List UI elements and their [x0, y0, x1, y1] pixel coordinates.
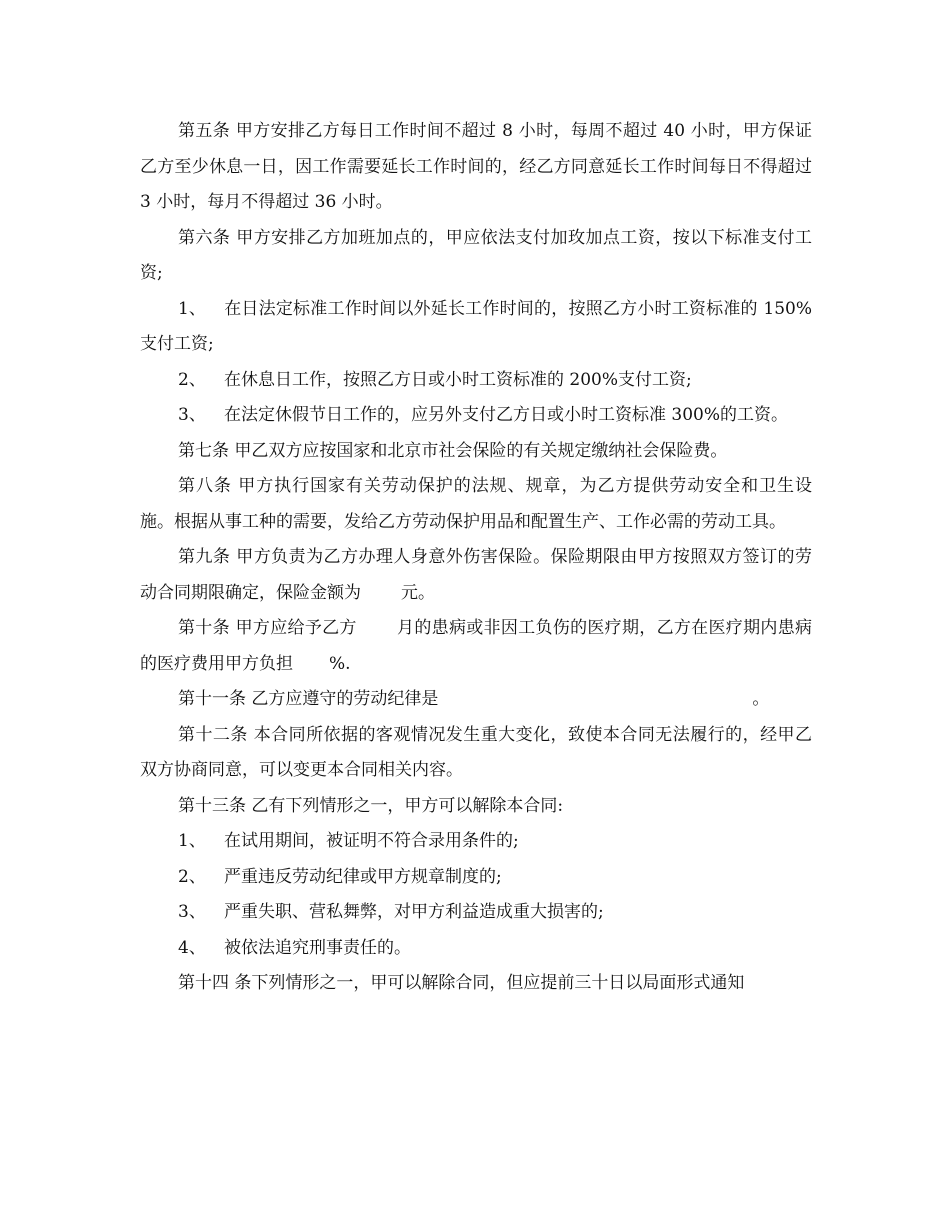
article-10-text-c: %. [329, 653, 351, 674]
item-number: 2、 [178, 866, 206, 887]
article-10 [140, 611, 812, 682]
article-6-item [140, 292, 812, 363]
article-9-text: 第九条 甲方负责为乙方办理人身意外伤害保险。保险期限由甲方按照双方签订的劳动合同期限确定，保险金额为 [140, 547, 812, 603]
article-9-end: 元。 [401, 582, 435, 603]
article-11 [140, 682, 812, 718]
article-9 [140, 540, 812, 611]
article-10-text-b: 月的患病或非因工负伤的医疗期，乙方在医疗期内患病的医疗费用甲方负担 [140, 618, 812, 674]
article-6-item [140, 398, 812, 434]
article-5: 第五条 甲方安排乙方每日工作时间不超过 8 小时，每周不超过 40 小时，甲方保证乙方至少休息一日，因工作需要延长工作时间的，经乙方同意延长工作时间每日不得超过 3 小时，每月不得超过 36 小时。 [140, 121, 812, 212]
article-12: 第十二条 本合同所依据的客观情况发生重大变化，致使本合同无法履行的，经甲乙双方协商同意，可以变更本合同相关内容。 [140, 724, 812, 780]
article-6-item [140, 363, 812, 399]
article-13: 第十三条 乙有下列情形之一，甲方可以解除本合同: [178, 795, 564, 816]
article-13-item [140, 895, 812, 931]
item-text: 在日法定标准工作时间以外延长工作时间的，按照乙方小时工资标准的 150%支付工资; [140, 298, 812, 354]
item-text: 严重违反劳动纪律或甲方规章制度的; [224, 866, 502, 887]
document-body [140, 114, 812, 1002]
item-text: 在试用期间，被证明不符合录用条件的; [224, 831, 519, 851]
article-7: 第七条 甲乙双方应按国家和北京市社会保险的有关规定缴纳社会保险费。 [178, 440, 728, 461]
item-text: 严重失职、营私舞弊，对甲方利益造成重大损害的; [224, 902, 604, 922]
article-8: 第八条 甲方执行国家有关劳动保护的法规、规章，为乙方提供劳动安全和卫生设施。根据从事工种的需要，发给乙方劳动保护用品和配置生产、工作必需的劳动工具。 [140, 476, 812, 532]
article-11-text: 第十一条 乙方应遵守的劳动纪律是 [178, 689, 439, 709]
item-text: 被依法追究刑事责任的。 [224, 937, 411, 958]
article-14: 第十四 条下列情形之一，甲可以解除合同，但应提前三十日以局面形式通知 [178, 973, 745, 993]
article-13-item [140, 860, 812, 896]
item-number: 3、 [178, 902, 206, 922]
item-number: 1、 [178, 298, 206, 319]
item-number: 4、 [178, 937, 206, 958]
item-text: 在休息日工作，按照乙方日或小时工资标准的 200%支付工资; [224, 369, 692, 390]
item-number: 1、 [178, 831, 206, 851]
item-text: 在法定休假节日工作的，应另外支付乙方日或小时工资标准 300%的工资。 [224, 405, 789, 425]
article-13-item [140, 824, 812, 860]
article-13-item [140, 931, 812, 967]
item-number: 3、 [178, 405, 206, 425]
item-number: 2、 [178, 369, 206, 390]
article-6: 第六条 甲方安排乙方加班加点的，甲应依法支付加玫加点工资，按以下标准支付工资; [140, 227, 812, 283]
article-10-text-a: 第十条 甲方应给予乙方 [178, 618, 357, 638]
article-11-end: 。 [752, 689, 770, 709]
